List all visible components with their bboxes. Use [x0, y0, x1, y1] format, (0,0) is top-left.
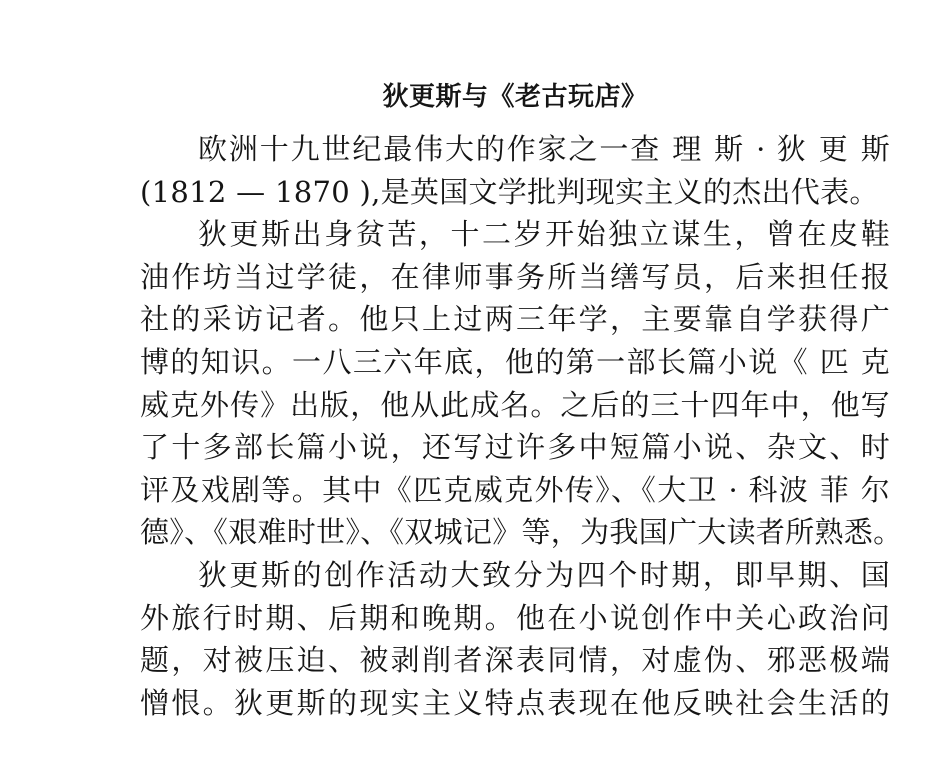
paragraph-line: 德》、《艰难时世》、《双城记》等，为我国广大读者所熟悉。	[140, 515, 903, 550]
paragraph-1	[140, 128, 890, 213]
paragraph-line: 博的知识。一八三六年底，他的第一部长篇小说《 匹 克	[140, 344, 890, 379]
paragraph-3	[140, 554, 890, 724]
paragraph-line: 狄更斯的创作活动大致分为四个时期，即早期、国	[198, 557, 890, 592]
paragraph-line: 外旅行时期、后期和晚期。他在小说创作中关心政治问	[140, 600, 890, 635]
paragraph-line: 威克外传》出版，他从此成名。之后的三十四年中，他写	[140, 387, 890, 422]
paragraph-line: 憎恨。狄更斯的现实主义特点表现在他反映社会生活的	[140, 685, 890, 720]
paragraph-line: (1812 — 1870 ),是英国文学批判现实主义的杰出代表。	[140, 174, 879, 209]
paragraph-line: 题，对被压迫、被剥削者深表同情，对虚伪、邪恶极端	[140, 643, 890, 678]
paragraph-line: 狄更斯出身贫苦，十二岁开始独立谋生，曾在皮鞋	[198, 217, 890, 252]
paragraph-2	[140, 213, 903, 554]
paragraph-line: 欧洲十九世纪最伟大的作家之一查 理 斯 · 狄 更 斯	[198, 132, 890, 166]
article-title: 狄更斯与《老古玩店》	[382, 82, 648, 112]
paragraph-line: 社的采访记者。他只上过两三年学，主要靠自学获得广	[140, 302, 890, 337]
paragraph-line: 油作坊当过学徒，在律师事务所当缮写员，后来担任报	[140, 259, 890, 294]
article	[140, 72, 903, 724]
paragraph-line: 了十多部长篇小说，还写过许多中短篇小说、杂文、时	[140, 430, 890, 465]
paragraph-line: 评及戏剧等。其中《匹克威克外传》、《大卫 · 科波 菲 尔	[140, 472, 890, 507]
